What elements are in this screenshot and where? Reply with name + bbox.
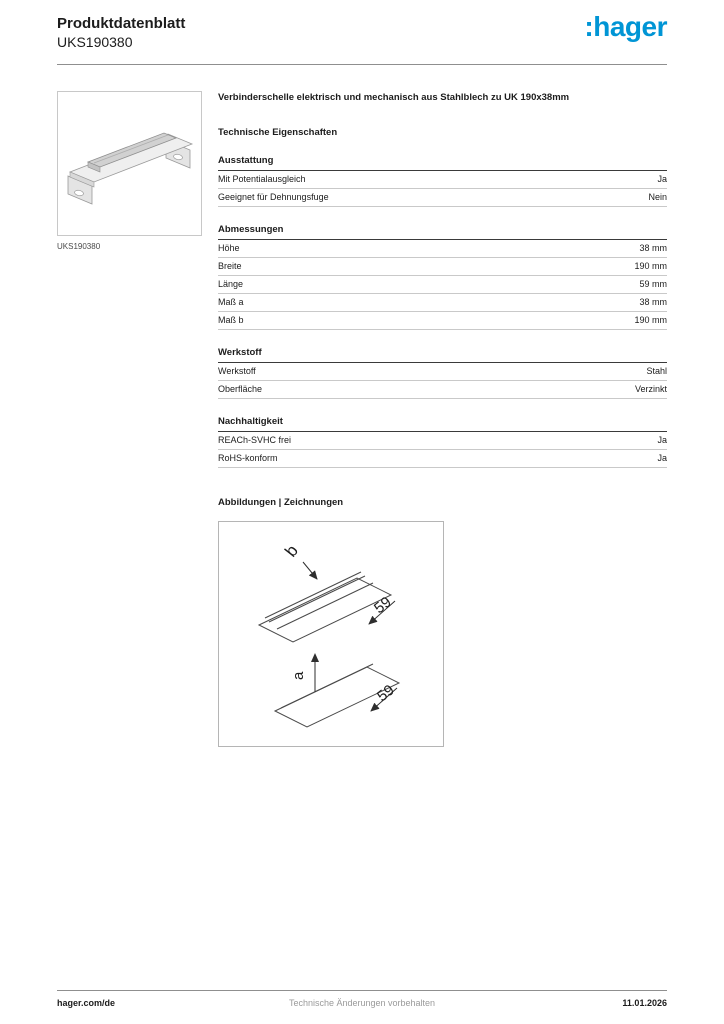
header-titles [57, 14, 185, 51]
spec-row [218, 381, 667, 399]
drawing-dim-top: 59 [370, 593, 395, 618]
product-image-column [57, 91, 202, 747]
spec-row [218, 432, 667, 450]
product-image-caption: UKS190380 [57, 242, 101, 251]
spec-section-title: Abmessungen [218, 224, 667, 240]
spec-section-title: Ausstattung [218, 155, 667, 171]
spec-label: Oberfläche [218, 384, 263, 394]
footer-divider [57, 990, 667, 991]
footer-row [57, 998, 667, 1008]
spec-label: Höhe [218, 243, 240, 253]
spec-column [218, 91, 667, 747]
doc-type-title: Produktdatenblatt [57, 15, 186, 32]
spec-row [218, 258, 667, 276]
header-divider [57, 64, 667, 65]
spec-value: 38 mm [639, 297, 667, 307]
spec-row [218, 189, 667, 207]
drawings-title: Abbildungen | Zeichnungen [218, 497, 344, 508]
hager-logo: :hager [584, 11, 667, 42]
spec-value: 190 mm [634, 315, 667, 325]
spec-row [218, 240, 667, 258]
spec-label: Mit Potentialausgleich [218, 174, 306, 184]
footer-date: 11.01.2026 [622, 998, 667, 1008]
spec-label: REACh-SVHC frei [218, 435, 292, 445]
spec-label: Länge [218, 279, 244, 289]
product-title: Verbinderschelle elektrisch und mechanisch aus Stahlblech zu UK 190x38mm [218, 92, 570, 103]
spec-value: Ja [657, 174, 667, 184]
spec-label: Maß b [218, 315, 244, 325]
spec-label: RoHS-konform [218, 453, 278, 463]
spec-section-title: Werkstoff [218, 347, 667, 363]
footer-site-link[interactable]: hager.com/de [57, 998, 116, 1008]
spec-section [218, 224, 667, 330]
product-image [57, 91, 202, 236]
spec-value: Verzinkt [634, 384, 667, 394]
drawing-label-a: a [290, 671, 307, 680]
product-id: UKS190380 [57, 34, 133, 50]
spec-sections [218, 155, 667, 468]
spec-row [218, 363, 667, 381]
spec-value: Ja [657, 453, 667, 463]
product-photo-illustration [58, 92, 201, 235]
spec-section [218, 347, 667, 399]
spec-label: Breite [218, 261, 242, 271]
spec-row [218, 294, 667, 312]
spec-value: Ja [657, 435, 667, 445]
spec-row [218, 312, 667, 330]
spec-row [218, 276, 667, 294]
spec-value: Nein [648, 192, 667, 202]
technical-drawing [218, 521, 444, 747]
spec-label: Maß a [218, 297, 244, 307]
spec-value: Stahl [646, 366, 667, 376]
spec-label: Geeignet für Dehnungsfuge [218, 192, 329, 202]
spec-section [218, 416, 667, 468]
spec-section-title: Nachhaltigkeit [218, 416, 667, 432]
spec-value: 38 mm [639, 243, 667, 253]
spec-row [218, 450, 667, 468]
drawing-dim-bottom: 59 [373, 681, 398, 706]
header [57, 11, 667, 51]
footer [57, 990, 667, 1008]
technical-drawing-svg [219, 522, 443, 746]
footer-note: Technische Änderungen vorbehalten [288, 998, 436, 1008]
drawing-label-b: b [281, 541, 302, 561]
spec-label: Werkstoff [218, 366, 256, 376]
spec-row [218, 171, 667, 189]
spec-value: 190 mm [634, 261, 667, 271]
spec-section [218, 155, 667, 207]
tech-properties-title: Technische Eigenschaften [218, 127, 338, 138]
main-content [57, 91, 667, 747]
spec-value: 59 mm [639, 279, 667, 289]
